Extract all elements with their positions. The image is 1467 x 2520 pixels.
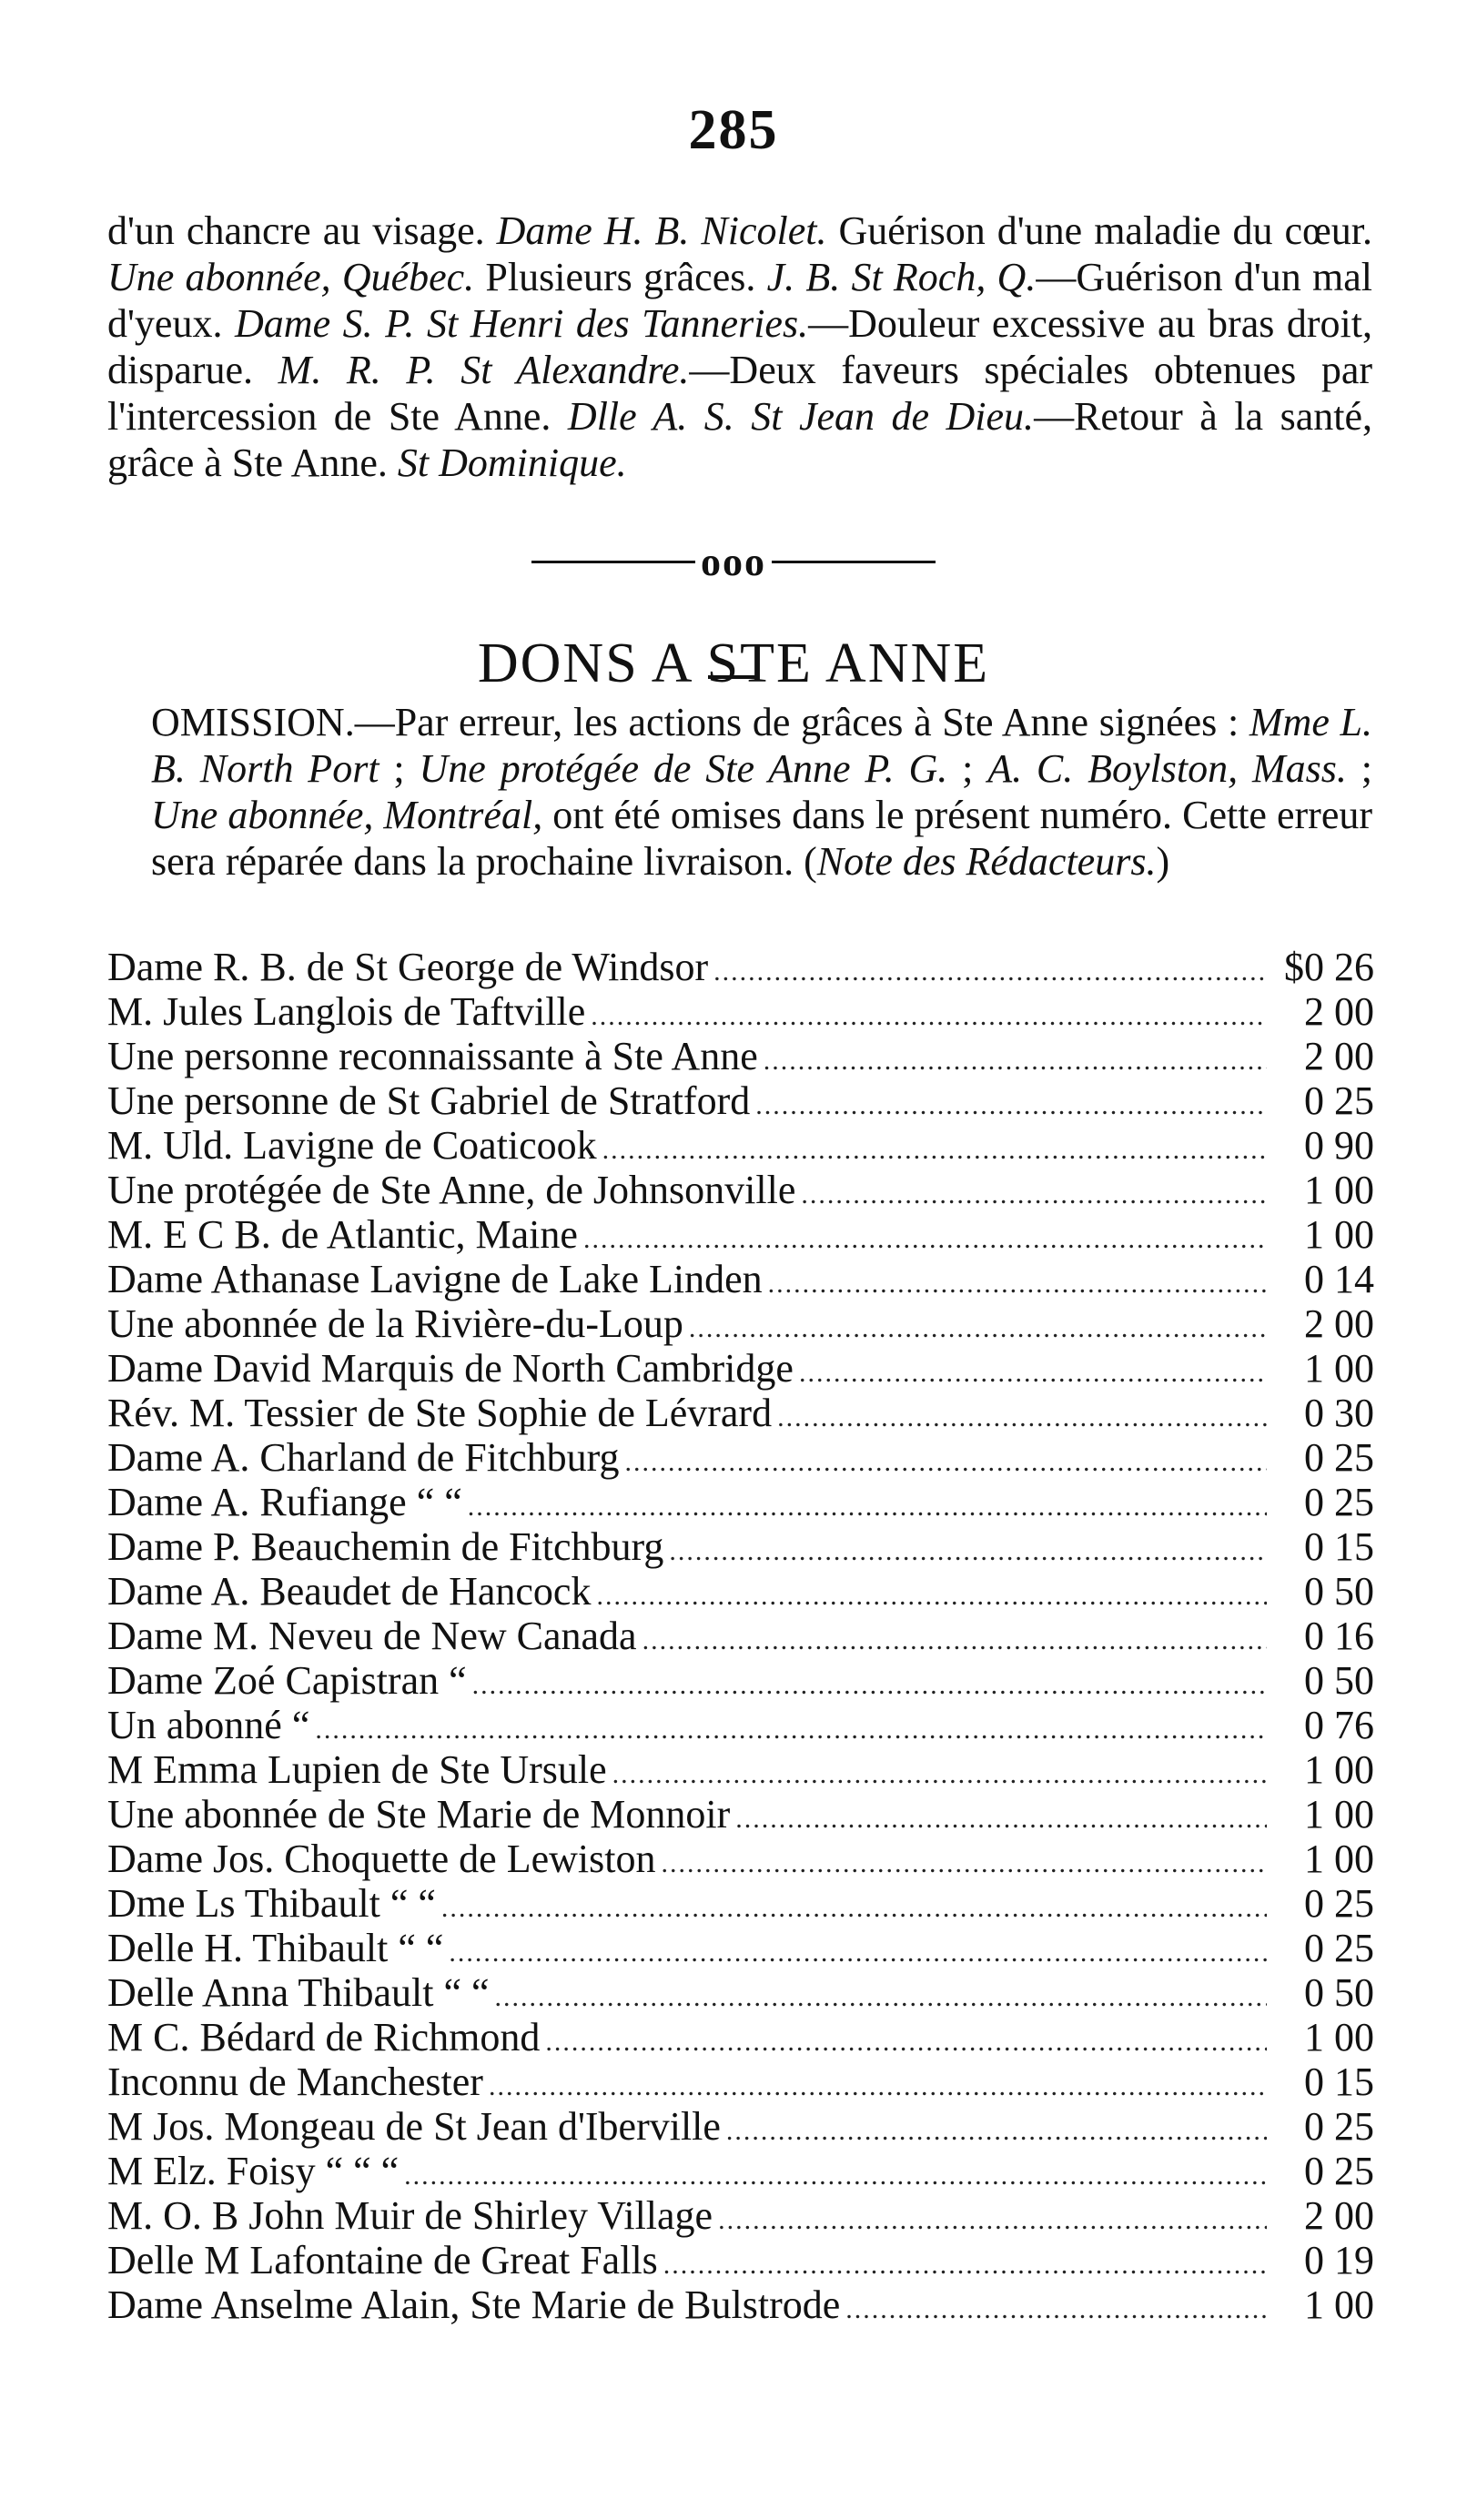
donation-amount: 1 00: [1304, 1747, 1374, 1792]
donor-name: Dame Anselme Alain, Ste Marie de Bulstrode: [107, 2282, 841, 2327]
donor-name: M. E C B. de Atlantic, Maine: [107, 1212, 578, 1257]
donor-name: Delle H. Thibault “ “: [107, 1926, 444, 1970]
italic-text: St Dominique.: [397, 440, 627, 485]
donation-list: [107, 945, 1374, 2327]
donor-name: M. Uld. Lavigne de Coaticook: [107, 1123, 597, 1168]
donation-amount: 1 00: [1304, 2282, 1374, 2327]
intro-text: [107, 207, 1372, 486]
italic-text: Note des Rédacteurs.: [816, 839, 1157, 884]
leader-dots: [661, 1841, 1267, 1886]
donation-row: [107, 2104, 1374, 2149]
text-run: OMISSION.—Par erreur, les actions de grâces à Ste Anne signées :: [151, 700, 1249, 744]
donation-row: [107, 1747, 1374, 1792]
donor-name: Une personne reconnaissante à Ste Anne: [107, 1034, 758, 1078]
donation-amount: 0 25: [1304, 1926, 1374, 1970]
donor-name: Dame A. Charland de Fitchburg: [107, 1435, 620, 1480]
donor-name: Rév. M. Tessier de Ste Sophie de Lévrard: [107, 1391, 773, 1435]
donation-row: [107, 1614, 1374, 1658]
leader-dots: [799, 1351, 1267, 1395]
donation-amount: 0 90: [1304, 1123, 1374, 1168]
leader-dots: [625, 1440, 1267, 1484]
leader-dots: [449, 1930, 1267, 1975]
donation-row: [107, 1480, 1374, 1524]
donation-row: [107, 1524, 1374, 1569]
donor-name: Dame Athanase Lavigne de Lake Linden: [107, 1257, 763, 1301]
donor-name: Delle M Lafontaine de Great Falls: [107, 2238, 658, 2282]
donation-row: [107, 1168, 1374, 1212]
leader-dots: [669, 1529, 1267, 1574]
donor-name: M Elz. Foisy “ “ “: [107, 2149, 400, 2193]
donation-row: [107, 1212, 1374, 1257]
text-run: d'un chancre au visage.: [107, 208, 497, 253]
donor-name: Une abonnée de Ste Marie de Monnoir: [107, 1792, 731, 1837]
leader-dots: [612, 1752, 1267, 1796]
donor-name: Dme Ls Thibault “ “: [107, 1881, 436, 1926]
donation-row: [107, 1078, 1374, 1123]
donation-amount: 0 50: [1304, 1658, 1374, 1703]
donor-name: Une personne de St Gabriel de Stratford: [107, 1078, 751, 1123]
donation-row: [107, 1123, 1374, 1168]
donor-name: Dame R. B. de St George de Windsor: [107, 945, 709, 989]
donation-row: [107, 2015, 1374, 2060]
leader-dots: [315, 1707, 1267, 1752]
donation-amount: 0 25: [1304, 1881, 1374, 1926]
donor-name: Dame Jos. Choquette de Lewiston: [107, 1837, 656, 1881]
donor-name: M Jos. Mongeau de St Jean d'Iberville: [107, 2104, 721, 2149]
donation-amount: 2 00: [1304, 2193, 1374, 2238]
donation-row: [107, 2060, 1374, 2104]
donor-name: Une protégée de Ste Anne, de Johnsonville: [107, 1168, 796, 1212]
italic-text: Dame H. B. Nicolet.: [496, 208, 827, 253]
leader-dots: [713, 949, 1267, 994]
donation-row: [107, 1569, 1374, 1614]
separator-rule-left: [531, 561, 695, 563]
section-title: DONS A STE ANNE: [477, 632, 990, 694]
text-run: ;: [379, 746, 420, 791]
donation-row: [107, 945, 1374, 989]
italic-text: J. B. St Roch, Q.: [766, 255, 1037, 299]
italic-text: Une abonnée, Montréal,: [151, 793, 543, 837]
donor-name: Dame M. Neveu de New Canada: [107, 1614, 637, 1658]
leader-dots: [735, 1796, 1267, 1841]
donation-amount: 0 50: [1304, 1569, 1374, 1614]
donor-name: Dame A. Rufiange “ “: [107, 1480, 462, 1524]
leader-dots: [441, 1886, 1267, 1930]
leader-dots: [495, 1975, 1267, 2019]
italic-text: Mme L. B. North Port: [151, 700, 1372, 791]
text-run: —Deux faveurs spéciales obtenues par l'intercession de Ste Anne.: [107, 348, 1373, 439]
donor-name: Dame Zoé Capistran “: [107, 1658, 467, 1703]
italic-text: M. R. P. St Alexandre.: [278, 348, 690, 392]
leader-dots: [777, 1395, 1267, 1440]
donation-amount: 1 00: [1304, 1792, 1374, 1837]
leader-dots: [596, 1574, 1267, 1618]
donor-name: Delle Anna Thibault “ “: [107, 1970, 490, 2015]
leader-dots: [726, 2109, 1267, 2153]
donation-amount: 0 25: [1304, 1435, 1374, 1480]
donor-name: Un abonné “: [107, 1703, 310, 1747]
donation-amount: 0 25: [1304, 2104, 1374, 2149]
donation-amount: 0 76: [1304, 1703, 1374, 1747]
donation-amount: 0 30: [1304, 1391, 1374, 1435]
donor-name: Une abonnée de la Rivière-du-Loup: [107, 1301, 683, 1346]
leader-dots: [801, 1172, 1267, 1217]
text-run: ont été omises dans le présent numéro. Cette erreur sera réparée dans la prochaine livraison. (: [151, 793, 1372, 884]
donation-row: [107, 1658, 1374, 1703]
donation-amount: 0 16: [1304, 1614, 1374, 1658]
text-run: —Guérison d'un mal d'yeux.: [107, 255, 1372, 346]
italic-text: Dlle A. S. St Jean de Dieu.: [567, 394, 1035, 439]
donation-amount: 0 15: [1304, 1524, 1374, 1569]
donation-amount: 1 00: [1304, 1168, 1374, 1212]
leader-dots: [755, 1083, 1267, 1128]
donation-amount: 0 25: [1304, 1480, 1374, 1524]
donation-row: [107, 2238, 1374, 2282]
leader-dots: [768, 1261, 1267, 1306]
donation-row: [107, 1792, 1374, 1837]
donation-amount: 0 50: [1304, 1970, 1374, 2015]
donation-row: [107, 1926, 1374, 1970]
leader-dots: [689, 1306, 1267, 1351]
leader-dots: [602, 1128, 1267, 1172]
donor-name: Dame David Marquis de North Cambridge: [107, 1346, 794, 1391]
leader-dots: [404, 2153, 1267, 2198]
donor-name: M. Jules Langlois de Taftville: [107, 989, 586, 1034]
donation-amount: 2 00: [1304, 989, 1374, 1034]
donor-name: M C. Bédard de Richmond: [107, 2015, 541, 2060]
omission-note: [107, 699, 1372, 885]
italic-text: Une abonnée, Québec.: [107, 255, 475, 299]
donation-row: [107, 1257, 1374, 1301]
donation-row: [107, 1881, 1374, 1926]
italic-text: Une protégée de Ste Anne P. G.: [419, 746, 948, 791]
leader-dots: [489, 2064, 1267, 2109]
leader-dots: [545, 2019, 1267, 2064]
leader-dots: [642, 1618, 1267, 1663]
donation-row: [107, 2193, 1374, 2238]
donation-row: [107, 1837, 1374, 1881]
donation-amount: 1 00: [1304, 1212, 1374, 1257]
leader-dots: [468, 1484, 1267, 1529]
title-rule: [708, 675, 759, 679]
donation-row: [107, 989, 1374, 1034]
donation-amount: 0 19: [1304, 2238, 1374, 2282]
text-run: Guérison d'une maladie du cœur.: [826, 208, 1372, 253]
leader-dots: [583, 1217, 1267, 1261]
separator-ornament: ooo: [701, 540, 766, 585]
text-run: ;: [947, 746, 988, 791]
leader-dots: [845, 2287, 1267, 2332]
donation-row: [107, 2149, 1374, 2193]
donation-amount: 2 00: [1304, 1034, 1374, 1078]
donation-row: [107, 1435, 1374, 1480]
donation-row: [107, 2282, 1374, 2327]
leader-dots: [663, 2242, 1267, 2287]
leader-dots: [472, 1663, 1267, 1707]
leader-dots: [764, 1038, 1267, 1083]
omission-text: [107, 699, 1372, 885]
donor-name: M. O. B John Muir de Shirley Village: [107, 2193, 713, 2238]
donation-row: [107, 1970, 1374, 2015]
donation-amount: 0 25: [1304, 2149, 1374, 2193]
donor-name: Dame A. Beaudet de Hancock: [107, 1569, 592, 1614]
italic-text: A. C. Boylston, Mass.: [987, 746, 1347, 791]
donation-amount: 1 00: [1304, 1346, 1374, 1391]
donation-amount: 0 15: [1304, 2060, 1374, 2104]
donation-row: [107, 1703, 1374, 1747]
donor-name: M Emma Lupien de Ste Ursule: [107, 1747, 607, 1792]
donation-amount: 1 00: [1304, 2015, 1374, 2060]
donation-row: [107, 1301, 1374, 1346]
intro-paragraph: [107, 207, 1372, 486]
donor-name: Dame P. Beauchemin de Fitchburg: [107, 1524, 664, 1569]
text-run: ;: [1346, 746, 1372, 791]
separator: [0, 535, 1467, 585]
text-run: ): [1156, 839, 1170, 884]
text-run: —Douleur excessive au bras droit, disparue.: [107, 301, 1372, 392]
donation-amount: 0 14: [1304, 1257, 1374, 1301]
donation-amount: 2 00: [1304, 1301, 1374, 1346]
separator-rule-right: [772, 561, 936, 563]
donation-row: [107, 1391, 1374, 1435]
donation-row: [107, 1034, 1374, 1078]
donation-row: [107, 1346, 1374, 1391]
donation-amount: 0 25: [1304, 1078, 1374, 1123]
text-run: —Retour à la santé, grâce à Ste Anne.: [107, 394, 1372, 485]
donation-amount: 1 00: [1304, 1837, 1374, 1881]
donation-amount: $0 26: [1284, 945, 1374, 989]
italic-text: Dame S. P. St Henri des Tanneries.: [235, 301, 809, 346]
page-number: 285: [688, 99, 779, 161]
leader-dots: [591, 994, 1267, 1038]
text-run: Plusieurs grâces.: [474, 255, 767, 299]
leader-dots: [718, 2198, 1267, 2242]
donor-name: Inconnu de Manchester: [107, 2060, 483, 2104]
